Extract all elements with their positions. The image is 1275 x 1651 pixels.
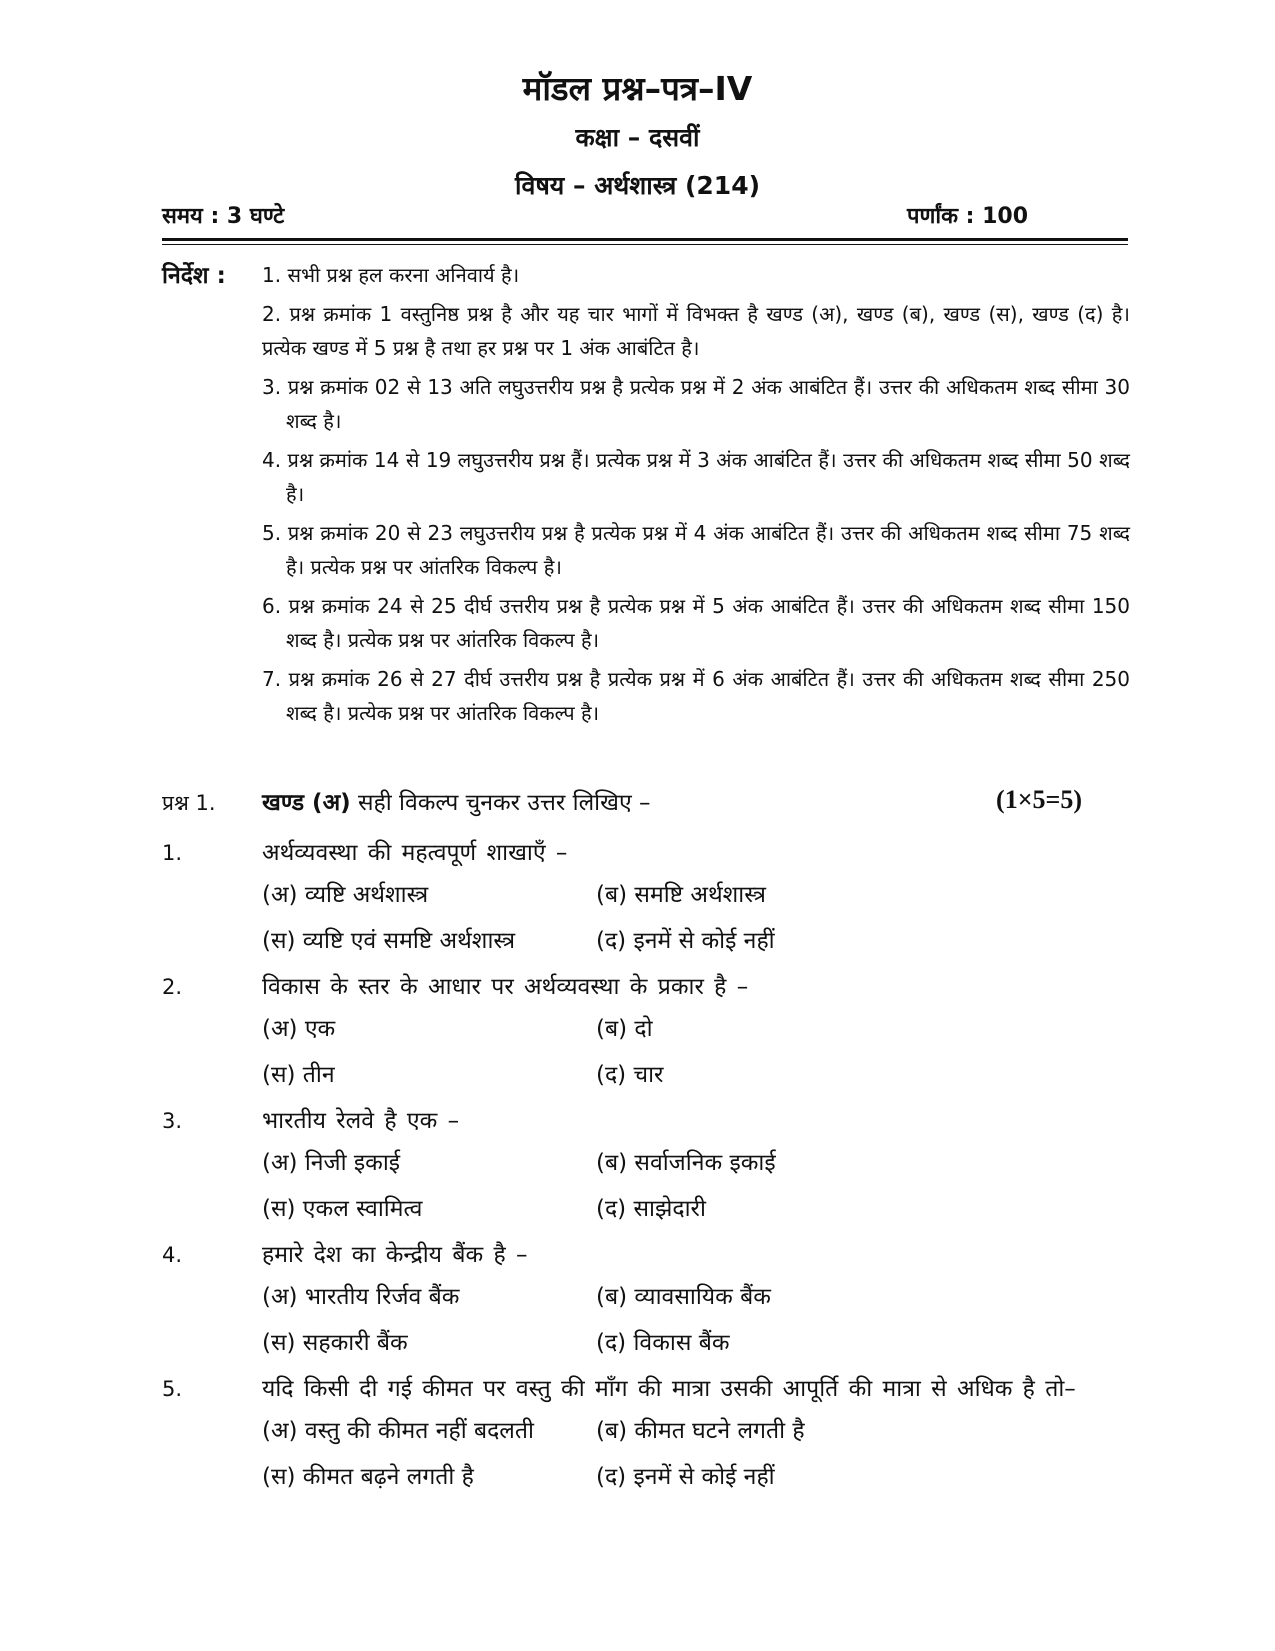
option-a: (अ) निजी इकाई (262, 1150, 401, 1176)
question-text: यदि किसी दी गई कीमत पर वस्तु की माँग की मात्रा उसकी आपूर्ति की मात्रा से अधिक है तो– (262, 1376, 1076, 1402)
question-item (162, 1232, 1130, 1366)
time-label: समय : 3 घण्टे (162, 204, 285, 229)
question-item (162, 830, 1130, 964)
option-d: (द) विकास बैंक (596, 1330, 730, 1356)
instruction-item: 7. प्रश्न क्रमांक 26 से 27 दीर्घ उत्तरीय प्रश्न है प्रत्येक प्रश्न में 6 अंक आबंटित हैं। उत्तर की अधिकतम शब्द सीमा 250 शब्द है। प्रत्येक प्रश्न पर आंतरिक विकल्प है। (262, 667, 1130, 725)
option-d: (द) इनमें से कोई नहीं (596, 928, 775, 954)
option-row (262, 1408, 1130, 1454)
option-row (262, 1274, 1130, 1320)
question-text: विकास के स्तर के आधार पर अर्थव्यवस्था के प्रकार है – (262, 974, 749, 1000)
option-row (262, 1186, 1130, 1232)
paper-title: मॉडल प्रश्न–पत्र–IV (522, 69, 753, 108)
option-b: (ब) व्यावसायिक बैंक (596, 1284, 771, 1310)
question-item (162, 1098, 1130, 1232)
question-number: 5. (162, 1377, 183, 1401)
header (0, 64, 1275, 210)
header-divider-thick (162, 238, 1128, 241)
option-row (262, 1454, 1130, 1500)
question-text: हमारे देश का केन्द्रीय बैंक है – (262, 1242, 528, 1268)
instruction-item: 5. प्रश्न क्रमांक 20 से 23 लघुउत्तरीय प्रश्न है प्रत्येक प्रश्न में 4 अंक आबंटित हैं। उत्तर की अधिकतम शब्द सीमा 75 शब्द है। प्रत्येक प्रश्न पर आंतरिक विकल्प है। (262, 521, 1130, 579)
question-item (162, 964, 1130, 1098)
option-row (262, 872, 1130, 918)
option-a: (अ) भारतीय रिर्जव बैंक (262, 1284, 460, 1310)
question-number: 1. (162, 841, 183, 865)
total-marks-label: पर्णांक : 100 (907, 204, 1029, 229)
section-instruction: सही विकल्प चुनकर उत्तर लिखिए – (357, 790, 651, 816)
section-title (262, 785, 650, 817)
option-c: (स) एकल स्वामित्व (262, 1196, 423, 1222)
question-text: भारतीय रेलवे है एक – (262, 1108, 460, 1134)
instruction-item: 4. प्रश्न क्रमांक 14 से 19 लघुउत्तरीय प्रश्न हैं। प्रत्येक प्रश्न में 3 अंक आबंटित हैं। उत्तर की अधिकतम शब्द सीमा 50 शब्द है। (262, 448, 1130, 506)
option-d: (द) साझेदारी (596, 1196, 706, 1222)
section-heading (162, 785, 1082, 825)
option-d: (द) इनमें से कोई नहीं (596, 1464, 775, 1490)
instructions-label: निर्देश : (162, 263, 226, 289)
option-b: (ब) कीमत घटने लगती है (596, 1418, 805, 1444)
option-c: (स) तीन (262, 1062, 335, 1088)
question-item (162, 1366, 1130, 1500)
question-number: 3. (162, 1109, 183, 1133)
option-a: (अ) एक (262, 1016, 336, 1042)
instructions-list (262, 258, 1130, 735)
section-name: खण्ड (अ) (262, 790, 351, 816)
option-a: (अ) वस्तु की कीमत नहीं बदलती (262, 1418, 534, 1444)
question-list (162, 830, 1130, 1500)
option-c: (स) कीमत बढ़ने लगती है (262, 1464, 474, 1490)
option-row (262, 1140, 1130, 1186)
option-a: (अ) व्यष्टि अर्थशास्त्र (262, 882, 429, 908)
option-b: (ब) दो (596, 1016, 653, 1042)
option-row (262, 1320, 1130, 1366)
instruction-item: 6. प्रश्न क्रमांक 24 से 25 दीर्घ उत्तरीय प्रश्न है प्रत्येक प्रश्न में 5 अंक आबंटित हैं। उत्तर की अधिकतम शब्द सीमा 150 शब्द है। प्रत्येक प्रश्न पर आंतरिक विकल्प है। (262, 594, 1130, 652)
option-b: (ब) समष्टि अर्थशास्त्र (596, 882, 766, 908)
subject-line: विषय – अर्थशास्त्र (214) (514, 171, 761, 200)
option-row (262, 918, 1130, 964)
section-marks: (1×5=5) (996, 785, 1082, 814)
option-c: (स) सहकारी बैंक (262, 1330, 408, 1356)
option-d: (द) चार (596, 1062, 664, 1088)
instruction-item: 2. प्रश्न क्रमांक 1 वस्तुनिष्ठ प्रश्न है और यह चार भागों में विभक्त है खण्ड (अ), खण्ड (ब), खण्ड (स), खण्ड (द) है। प्रत्येक खण्ड में 5 प्रश्न है तथा हर प्रश्न पर 1 अंक आबंटित है। (262, 302, 1130, 360)
question-label: प्रश्न 1. (162, 791, 216, 815)
question-text: अर्थव्यवस्था की महत्वपूर्ण शाखाएँ – (262, 840, 568, 866)
meta-row (162, 200, 1122, 234)
option-row (262, 1006, 1130, 1052)
class-line: कक्षा – दसवीं (575, 123, 700, 152)
question-number: 4. (162, 1243, 183, 1267)
option-row (262, 1052, 1130, 1098)
question-number: 2. (162, 975, 183, 999)
header-divider-thin (162, 244, 1128, 245)
option-b: (ब) सर्वाजनिक इकाई (596, 1150, 776, 1176)
instruction-item: 1. सभी प्रश्न हल करना अनिवार्य है। (262, 263, 520, 287)
option-c: (स) व्यष्टि एवं समष्टि अर्थशास्त्र (262, 928, 516, 954)
instruction-item: 3. प्रश्न क्रमांक 02 से 13 अति लघुउत्तरीय प्रश्न है प्रत्येक प्रश्न में 2 अंक आबंटित हैं। उत्तर की अधिकतम शब्द सीमा 30 शब्द है। (262, 375, 1130, 433)
